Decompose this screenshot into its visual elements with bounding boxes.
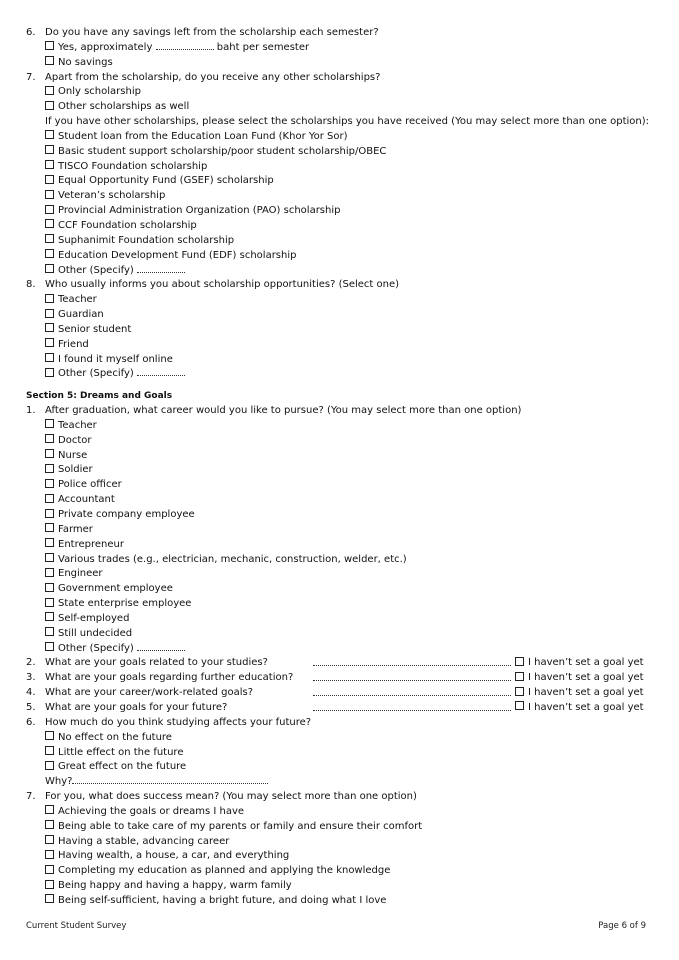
checkbox-icon[interactable] <box>45 627 54 636</box>
other-specify-field[interactable] <box>137 642 185 651</box>
success-option[interactable] <box>26 879 646 894</box>
option-row <box>45 264 185 279</box>
option-row <box>45 449 87 464</box>
career-option[interactable] <box>26 612 646 627</box>
option-label: Having wealth, a house, a car, and everything <box>58 850 290 862</box>
option-row <box>45 419 97 434</box>
option-row <box>45 463 93 478</box>
option-row <box>45 189 165 204</box>
option-row <box>515 686 644 701</box>
option-row <box>45 864 390 879</box>
checkbox-icon[interactable] <box>45 642 54 651</box>
question-number: 4. <box>26 687 36 699</box>
option-label: Other (Specify) <box>58 642 134 654</box>
option-row <box>45 85 141 100</box>
other-specify-field[interactable] <box>137 367 185 376</box>
option-label: Being happy and having a happy, warm family <box>58 880 292 892</box>
career-option[interactable] <box>26 478 646 493</box>
success-option[interactable] <box>26 894 646 909</box>
survey-content <box>26 26 650 909</box>
informant-option[interactable] <box>26 293 646 308</box>
option-label: Other (Specify) <box>58 264 134 276</box>
option-label: Completing my education as planned and applying the knowledge <box>58 865 391 877</box>
scholarship-option-other-specify[interactable] <box>26 264 646 279</box>
checkbox-icon[interactable] <box>45 264 54 273</box>
checkbox-icon[interactable] <box>45 130 54 139</box>
checkbox-icon[interactable] <box>45 835 54 844</box>
checkbox-icon[interactable] <box>45 731 54 740</box>
why-label: Why? <box>45 776 73 788</box>
checkbox-icon[interactable] <box>45 41 54 50</box>
option-label: Being able to take care of my parents or family and ensure their comfort <box>58 820 423 832</box>
option-row <box>45 894 386 909</box>
option-label-suffix: baht per semester <box>216 41 310 53</box>
option-row <box>45 100 189 115</box>
scholarship-option-only[interactable] <box>26 85 646 100</box>
question-text: What are your goals regarding further education? <box>45 672 294 684</box>
option-row <box>45 367 185 382</box>
savings-amount-field[interactable] <box>156 41 214 50</box>
checkbox-icon[interactable] <box>45 234 54 243</box>
question-text: Who usually informs you about scholarship opportunities? (Select one) <box>45 279 400 291</box>
option-label: Accountant <box>58 494 115 506</box>
checkbox-icon[interactable] <box>45 538 54 547</box>
checkbox-icon[interactable] <box>45 865 54 874</box>
career-option-other[interactable] <box>26 642 646 657</box>
informant-option[interactable] <box>26 338 646 353</box>
option-label: Friend <box>58 338 89 350</box>
option-label: Achieving the goals or dreams I have <box>58 805 245 817</box>
option-row <box>45 145 386 160</box>
option-row <box>45 805 244 820</box>
question-number: 2. <box>26 657 36 669</box>
career-option[interactable] <box>26 419 646 434</box>
scholarship-list-item[interactable] <box>26 160 646 175</box>
option-row <box>45 731 172 746</box>
option-row <box>45 323 131 338</box>
option-row <box>45 508 195 523</box>
career-option[interactable] <box>26 434 646 449</box>
success-option[interactable] <box>26 805 646 820</box>
goal-answer-field[interactable] <box>313 710 511 711</box>
scholarship-list-item[interactable] <box>26 219 646 234</box>
instruction-text: If you have other scholarships, please select the scholarships you have received (You may select more than one option): <box>45 116 650 128</box>
checkbox-icon[interactable] <box>515 687 524 696</box>
question-text: What are your career/work-related goals? <box>45 687 254 699</box>
option-row <box>45 130 348 145</box>
career-option[interactable] <box>26 567 646 582</box>
study-effect-option[interactable] <box>26 760 646 775</box>
study-effect-option[interactable] <box>26 746 646 761</box>
option-row <box>45 582 173 597</box>
option-row <box>45 820 422 835</box>
option-label: Senior student <box>58 323 132 335</box>
question-number: 8. <box>26 279 36 291</box>
option-row <box>45 174 274 189</box>
option-label: Private company employee <box>58 509 195 520</box>
option-label: Nurse <box>58 449 88 461</box>
option-row <box>45 434 91 449</box>
question-number: 7. <box>26 791 36 803</box>
goal-answer-field[interactable] <box>313 680 511 681</box>
option-label: Equal Opportunity Fund (GSEF) scholarship <box>58 175 274 187</box>
question-number: 6. <box>26 27 36 38</box>
option-label: Other scholarships as well <box>58 101 190 113</box>
option-label: Self-employed <box>58 612 130 624</box>
option-label: No effect on the future <box>58 731 172 743</box>
section5-question-6 <box>26 716 646 731</box>
career-option[interactable] <box>26 553 646 568</box>
option-label: Teacher <box>58 419 97 431</box>
scholarship-list-item[interactable] <box>26 204 646 219</box>
option-label: Various trades (e.g., electrician, mechanic, construction, welder, etc.) <box>58 553 407 565</box>
option-row <box>45 234 234 249</box>
option-label: Yes, approximately <box>58 41 153 53</box>
checkbox-icon[interactable] <box>45 746 54 755</box>
option-label: Soldier <box>58 464 93 476</box>
option-row <box>45 746 183 761</box>
goal-question-2 <box>26 656 646 671</box>
option-row <box>45 493 115 508</box>
checkbox-icon[interactable] <box>515 657 524 666</box>
option-label: Other (Specify) <box>58 368 134 380</box>
checkbox-icon[interactable] <box>45 101 54 110</box>
study-effect-why <box>26 775 646 790</box>
career-option[interactable] <box>26 508 646 523</box>
career-option[interactable] <box>26 523 646 538</box>
success-option[interactable] <box>26 864 646 879</box>
option-row <box>45 56 113 71</box>
question-8 <box>26 278 646 293</box>
scholarship-list-item[interactable] <box>26 174 646 189</box>
career-option[interactable] <box>26 582 646 597</box>
option-label: Being self-sufficient, having a bright future, and doing what I love <box>58 894 387 906</box>
option-label: Veteran’s scholarship <box>58 190 166 202</box>
checkbox-icon[interactable] <box>45 464 54 473</box>
success-option[interactable] <box>26 820 646 835</box>
checkbox-icon[interactable] <box>45 145 54 154</box>
checkbox-icon[interactable] <box>45 86 54 95</box>
checkbox-icon[interactable] <box>45 249 54 258</box>
career-option[interactable] <box>26 597 646 612</box>
option-row <box>45 849 289 864</box>
checkbox-icon[interactable] <box>45 219 54 228</box>
success-option[interactable] <box>26 835 646 850</box>
checkbox-icon[interactable] <box>45 338 54 347</box>
checkbox-icon[interactable] <box>45 368 54 377</box>
section5-question-7 <box>26 790 646 805</box>
savings-option-no[interactable] <box>26 56 646 71</box>
scholarship-list-item[interactable] <box>26 249 646 264</box>
checkbox-icon[interactable] <box>45 205 54 214</box>
checkbox-icon[interactable] <box>45 419 54 428</box>
question-text: How much do you think studying affects your future? <box>45 716 312 728</box>
option-label: CCF Foundation scholarship <box>58 219 197 231</box>
section-5-title: Section 5: Dreams and Goals <box>26 391 173 402</box>
option-row <box>45 338 89 353</box>
question-number: 7. <box>26 71 36 83</box>
option-label: I found it myself online <box>58 353 173 365</box>
option-row <box>45 538 124 553</box>
question-number: 1. <box>26 405 36 417</box>
option-row <box>45 879 292 894</box>
goal-answer-field[interactable] <box>313 665 511 666</box>
option-label: Engineer <box>58 568 103 580</box>
checkbox-icon[interactable] <box>45 309 54 318</box>
option-label: No savings <box>58 56 113 68</box>
career-option[interactable] <box>26 538 646 553</box>
checkbox-icon[interactable] <box>45 479 54 488</box>
option-label: Teacher <box>58 294 97 306</box>
option-label: TISCO Foundation scholarship <box>58 160 208 172</box>
checkbox-icon[interactable] <box>45 805 54 814</box>
checkbox-icon[interactable] <box>45 434 54 443</box>
question-text: Apart from the scholarship, do you receive any other scholarships? <box>45 71 381 83</box>
option-label: Government employee <box>58 583 173 595</box>
why-answer-field[interactable] <box>72 775 268 784</box>
option-label: I haven’t set a goal yet <box>528 672 644 684</box>
option-row <box>45 567 103 582</box>
checkbox-icon[interactable] <box>45 850 54 859</box>
option-row <box>45 523 93 538</box>
option-row <box>45 308 104 323</box>
checkbox-icon[interactable] <box>45 449 54 458</box>
checkbox-icon[interactable] <box>45 523 54 532</box>
option-label: Doctor <box>58 434 92 446</box>
question-text: What are your goals for your future? <box>45 701 228 713</box>
question-text: Do you have any savings left from the scholarship each semester? <box>45 27 379 38</box>
checkbox-icon[interactable] <box>45 294 54 303</box>
checkbox-icon[interactable] <box>45 160 54 169</box>
section5-question-1 <box>26 404 646 419</box>
option-label: Only scholarship <box>58 86 141 98</box>
option-row <box>45 553 407 568</box>
option-label: Suphanimit Foundation scholarship <box>58 234 235 246</box>
option-label: I haven’t set a goal yet <box>528 657 644 669</box>
footer-left: Current Student Survey <box>26 921 127 931</box>
savings-option-yes[interactable] <box>26 41 646 56</box>
checkbox-icon[interactable] <box>515 701 524 710</box>
question-number: 3. <box>26 672 36 684</box>
informant-option[interactable] <box>26 308 646 323</box>
informant-option[interactable] <box>26 323 646 338</box>
career-option[interactable] <box>26 463 646 478</box>
goal-question-5 <box>26 701 646 716</box>
checkbox-icon[interactable] <box>45 509 54 518</box>
study-effect-option[interactable] <box>26 731 646 746</box>
option-label: Little effect on the future <box>58 746 184 758</box>
scholarship-list-item[interactable] <box>26 189 646 204</box>
checkbox-icon[interactable] <box>45 612 54 621</box>
checkbox-icon[interactable] <box>45 568 54 577</box>
option-row <box>45 627 132 642</box>
career-option[interactable] <box>26 449 646 464</box>
section-spacer <box>26 382 646 389</box>
question-text: For you, what does success mean? (You may select more than one option) <box>45 791 417 803</box>
option-label: I haven’t set a goal yet <box>528 701 644 713</box>
career-option[interactable] <box>26 627 646 642</box>
footer-page-number: Page 6 of 9 <box>598 921 646 931</box>
option-label: Farmer <box>58 523 93 535</box>
option-label: Having a stable, advancing career <box>58 835 230 847</box>
informant-option-other[interactable] <box>26 367 646 382</box>
option-row <box>45 478 122 493</box>
success-option[interactable] <box>26 849 646 864</box>
option-row <box>45 612 129 627</box>
option-row <box>45 642 185 657</box>
career-option[interactable] <box>26 493 646 508</box>
goal-answer-field[interactable] <box>313 695 511 696</box>
option-label: Entrepreneur <box>58 538 124 550</box>
option-row <box>45 353 173 368</box>
option-label: I haven’t set a goal yet <box>528 687 644 699</box>
checkbox-icon[interactable] <box>45 880 54 889</box>
option-label: Still undecided <box>58 627 133 639</box>
checkbox-icon[interactable] <box>45 323 54 332</box>
option-label: Guardian <box>58 309 104 321</box>
option-row <box>45 249 296 264</box>
question-6 <box>26 26 646 41</box>
scholarship-instruction <box>26 115 650 130</box>
why-row <box>45 775 268 790</box>
question-7 <box>26 71 646 86</box>
question-number: 6. <box>26 716 36 728</box>
goal-question-4 <box>26 686 646 701</box>
other-specify-field[interactable] <box>137 264 185 273</box>
goal-question-3 <box>26 671 646 686</box>
checkbox-icon[interactable] <box>45 494 54 503</box>
checkbox-icon[interactable] <box>45 598 54 607</box>
scholarship-list-item[interactable] <box>26 234 646 249</box>
option-row <box>45 41 309 56</box>
option-row <box>45 597 191 612</box>
scholarship-option-other[interactable] <box>26 100 646 115</box>
question-text: What are your goals related to your studies? <box>45 657 268 669</box>
question-number: 5. <box>26 701 36 713</box>
option-row <box>45 204 341 219</box>
checkbox-icon[interactable] <box>45 894 54 903</box>
option-label: Education Development Fund (EDF) scholarship <box>58 249 297 261</box>
checkbox-icon[interactable] <box>45 56 54 65</box>
checkbox-icon[interactable] <box>45 583 54 592</box>
scholarship-list-item[interactable] <box>26 145 646 160</box>
option-label: Student loan from the Education Loan Fund (Khor Yor Sor) <box>58 130 348 142</box>
checkbox-icon[interactable] <box>45 761 54 770</box>
checkbox-icon[interactable] <box>45 353 54 362</box>
option-row <box>515 656 644 671</box>
checkbox-icon[interactable] <box>45 553 54 562</box>
informant-option[interactable] <box>26 353 646 368</box>
scholarship-list-item[interactable] <box>26 130 646 145</box>
option-label: Great effect on the future <box>58 761 187 773</box>
option-row <box>515 701 644 716</box>
checkbox-icon[interactable] <box>45 175 54 184</box>
option-label: Basic student support scholarship/poor student scholarship/OBEC <box>58 145 387 157</box>
question-text: After graduation, what career would you like to pursue? (You may select more than one option) <box>45 405 522 417</box>
option-label: Police officer <box>58 479 122 491</box>
checkbox-icon[interactable] <box>515 672 524 681</box>
checkbox-icon[interactable] <box>45 190 54 199</box>
option-label: State enterprise employee <box>58 598 192 610</box>
option-label: Provincial Administration Organization (PAO) scholarship <box>58 205 341 217</box>
option-row <box>45 835 229 850</box>
option-row <box>45 760 186 775</box>
option-row <box>515 671 644 686</box>
option-row <box>45 293 97 308</box>
checkbox-icon[interactable] <box>45 820 54 829</box>
option-row <box>45 160 207 175</box>
option-row <box>45 219 197 234</box>
